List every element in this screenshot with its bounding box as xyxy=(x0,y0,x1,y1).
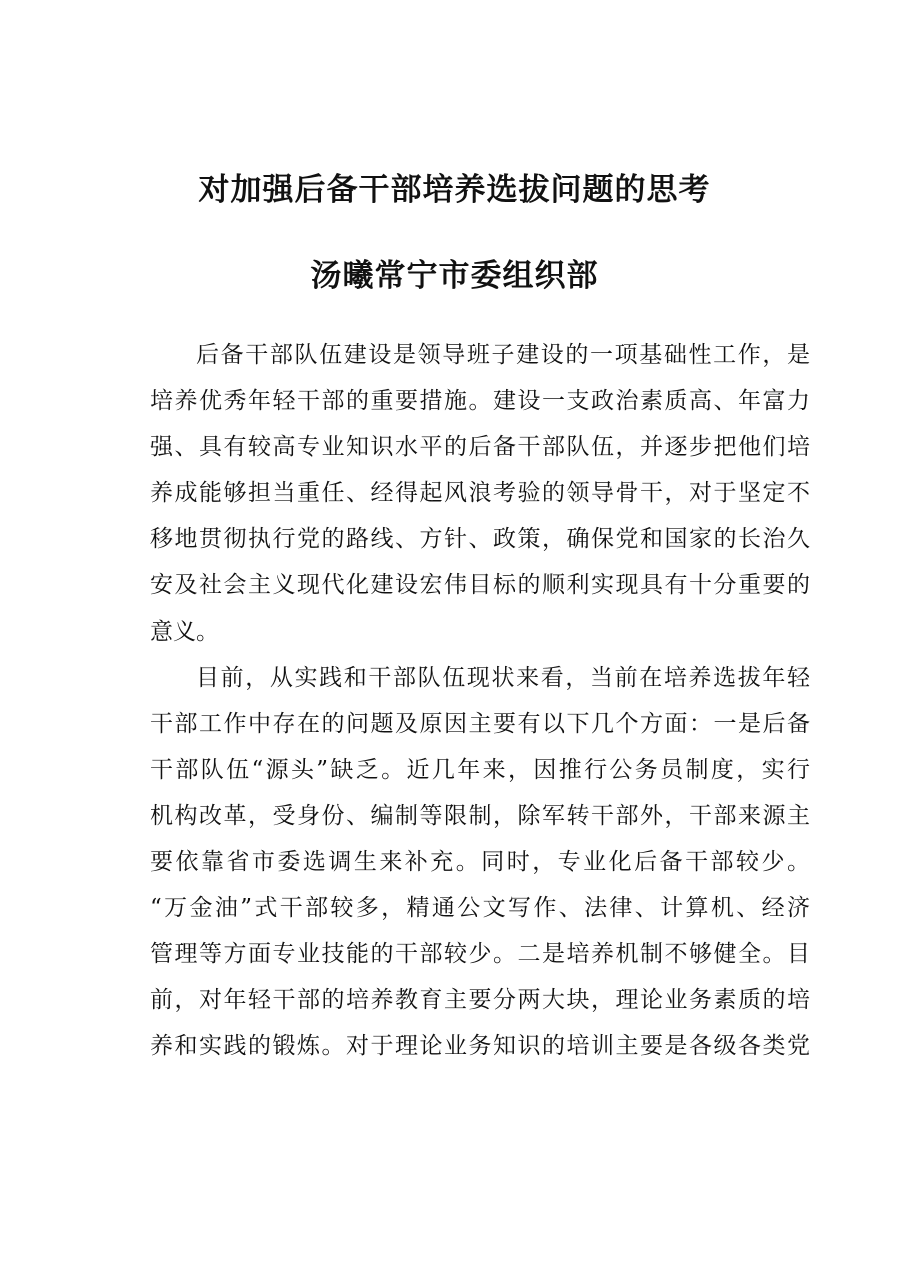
paragraph-2 xyxy=(150,655,810,1070)
paragraph-line: “万金油”式干部较多，精通公文写作、法律、计算机、经济 xyxy=(150,895,810,922)
paragraph-line: 要依靠省市委选调生来补充。同时，专业化后备干部较少。 xyxy=(150,849,810,876)
paragraph-line: 强、具有较高专业知识水平的后备干部队伍，并逐步把他们培 xyxy=(150,434,810,461)
paragraph-line: 目前，从实践和干部队伍现状来看，当前在培养选拔年轻 xyxy=(196,664,810,691)
paragraph-line: 养成能够担当重任、经得起风浪考验的领导骨干，对于坚定不 xyxy=(150,480,810,507)
paragraph-line: 意义。 xyxy=(150,618,219,645)
paragraph-line: 干部工作中存在的问题及原因主要有以下几个方面：一是后备 xyxy=(150,710,810,737)
paragraph-line: 移地贯彻执行党的路线、方针、政策，确保党和国家的长治久 xyxy=(150,526,810,553)
document-title: 对加强后备干部培养选拔问题的思考 xyxy=(198,172,711,208)
paragraph-1 xyxy=(150,332,810,655)
paragraph-line: 后备干部队伍建设是领导班子建设的一项基础性工作，是 xyxy=(196,342,810,368)
document-author: 汤曦常宁市委组织部 xyxy=(310,258,599,294)
paragraph-line: 前，对年轻干部的培养教育主要分两大块，理论业务素质的培 xyxy=(150,987,810,1014)
paragraph-line: 管理等方面专业技能的干部较少。二是培养机制不够健全。目 xyxy=(150,941,810,968)
paragraph-line: 养和实践的锻炼。对于理论业务知识的培训主要是各级各类党 xyxy=(150,1033,810,1060)
paragraph-line: 干部队伍“源头”缺乏。近几年来，因推行公务员制度，实行 xyxy=(150,756,810,783)
document-body xyxy=(150,332,810,1070)
paragraph-line: 机构改革，受身份、编制等限制，除军转干部外，干部来源主 xyxy=(150,802,810,829)
paragraph-line: 培养优秀年轻干部的重要措施。建设一支政治素质高、年富力 xyxy=(150,388,810,415)
paragraph-line: 安及社会主义现代化建设宏伟目标的顺利实现具有十分重要的 xyxy=(150,572,810,599)
